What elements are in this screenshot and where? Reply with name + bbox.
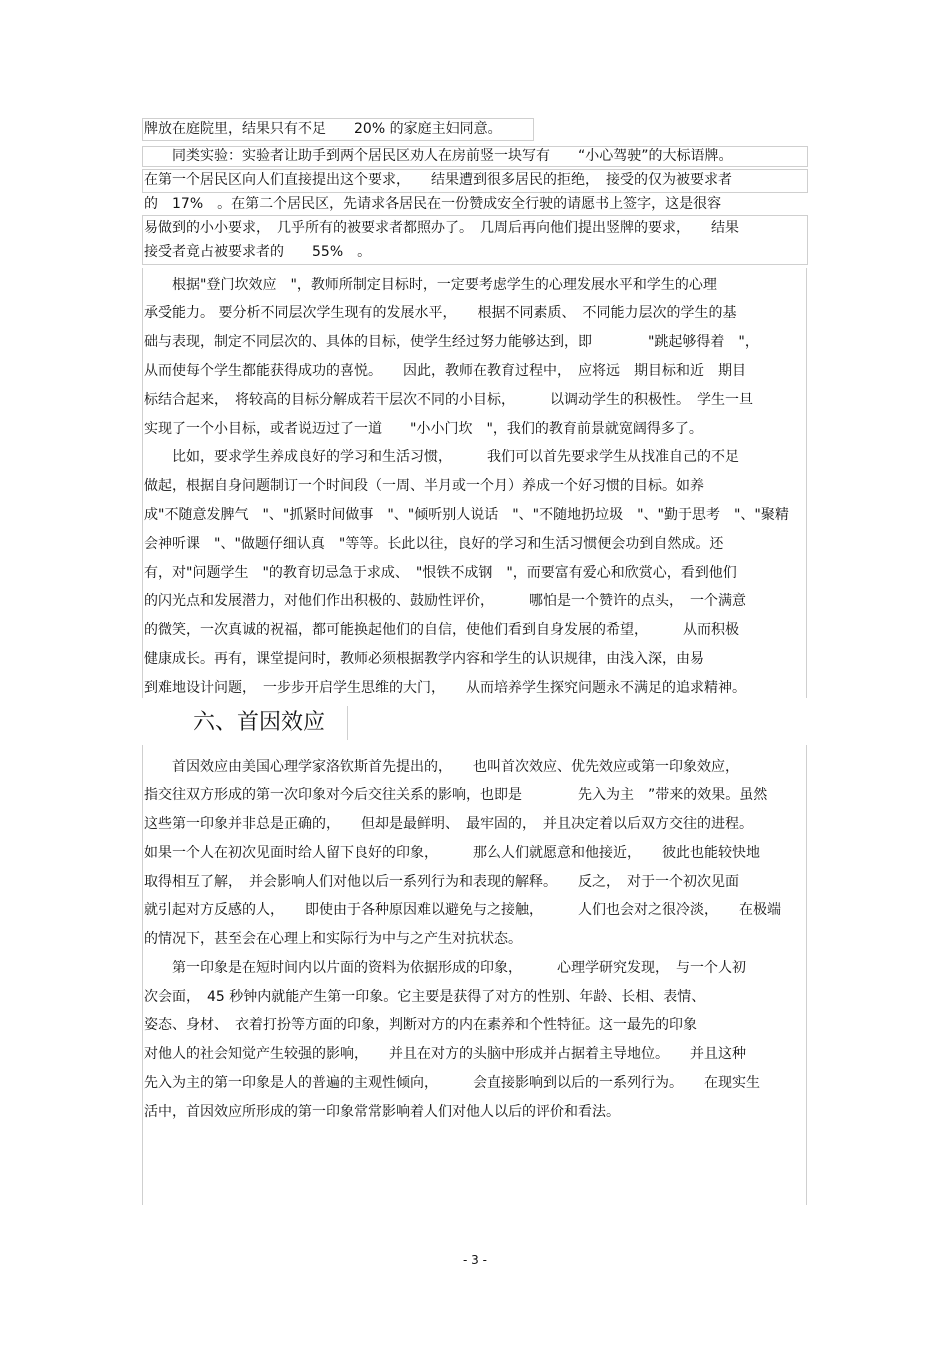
block1-line-3: 在第一个居民区向人们直接提出这个要求， 结果遭到很多居民的拒绝， 接受的仅为被要求者 bbox=[144, 172, 732, 188]
block3-line-5: 取得相互了解， 并会影响人们对他以后一系列行为和表现的解释。 反之， 对于一个初次见面 bbox=[144, 874, 739, 890]
block3-line-4: 如果一个人在初次见面时给人留下良好的印象， 那么人们就愿意和他接近， 彼此也能较快地 bbox=[144, 845, 760, 861]
block3-line-6: 就引起对方反感的人， 即使由于各种原因难以避免与之接触， 人们也会对之很冷淡， 在极端 bbox=[144, 902, 781, 918]
block2-line-9: 成"不随意发脾气 "、"抓紧时间做事 "、"倾听别人说话 "、"不随地扔垃圾 "、"勤于思考 "、"聚精 bbox=[144, 507, 789, 523]
page-number: - 3 - bbox=[463, 1253, 487, 1267]
block3-line-3: 这些第一印象并非总是正确的， 但却是最鲜明、 最牢固的， 并且决定着以后双方交往的进程。 bbox=[144, 816, 753, 832]
block1-line-6: 接受者竟占被要求者的 55% 。 bbox=[144, 244, 372, 260]
block2-line-2: 承受能力。 要分析不同层次学生现有的发展水平， 根据不同素质、 不同能力层次的学生的基 bbox=[144, 305, 737, 321]
block1-line-2: 同类实验：实验者让助手到两个居民区劝人在房前竖一块写有 “小心驾驶”的大标语牌。 bbox=[144, 148, 733, 164]
section-heading: 六、首因效应 bbox=[193, 710, 326, 735]
block2-line-12: 的闪光点和发展潜力，对他们作出积极的、鼓励性评价， 哪怕是一个赞许的点头， 一个满意 bbox=[144, 593, 746, 609]
block2-line-5: 标结合起来， 将较高的目标分解成若干层次不同的小目标， 以调动学生的积极性。 学生一旦 bbox=[144, 392, 753, 408]
block2-line-13: 的微笑，一次真诚的祝福，都可能换起他们的自信，使他们看到自身发展的希望， 从而积极 bbox=[144, 622, 739, 638]
block2-line-4: 从而使每个学生都能获得成功的喜悦。 因此，教师在教育过程中， 应将远 期目标和近 期目 bbox=[144, 363, 746, 379]
block3-line-8: 第一印象是在短时间内以片面的资料为依据形成的印象， 心理学研究发现， 与一个人初 bbox=[144, 960, 746, 976]
block3-line-11: 对他人的社会知觉产生较强的影响， 并且在对方的头脑中形成并占据着主导地位。 并且这种 bbox=[144, 1046, 746, 1062]
block3-right-rule bbox=[806, 745, 807, 1205]
block3-line-10: 姿态、身材、 衣着打扮等方面的印象，判断对方的内在素养和个性特征。这一最先的印象 bbox=[144, 1017, 697, 1033]
block1-line-4: 的 17% 。在第二个居民区，先请求各居民在一份赞成安全行驶的请愿书上签字，这是很容 bbox=[144, 196, 722, 212]
block2-left-rule bbox=[142, 268, 143, 698]
block1-line-5: 易做到的小小要求， 几乎所有的被要求者都照办了。 几周后再向他们提出竖牌的要求， 结果 bbox=[144, 220, 739, 236]
block2-right-rule bbox=[806, 268, 807, 698]
block1-line-1: 牌放在庭院里，结果只有不足 20% 的家庭主妇同意。 bbox=[144, 121, 502, 137]
block2-line-8: 做起，根据自身问题制订一个时间段（一周、半月或一个月）养成一个好习惯的目标。如养 bbox=[144, 478, 704, 494]
block2-line-15: 到难地设计问题， 一步步开启学生思维的大门， 从而培养学生探究问题永不满足的追求精神。 bbox=[144, 680, 746, 696]
block2-line-3: 础与表现，制定不同层次的、具体的目标，使学生经过努力能够达到，即 "跳起够得着 "， bbox=[144, 334, 759, 350]
block3-line-12: 先入为主的第一印象是人的普遍的主观性倾向， 会直接影响到以后的一系列行为。 在现实生 bbox=[144, 1075, 760, 1091]
block3-line-9: 次会面， 45 秒钟内就能产生第一印象。它主要是获得了对方的性别、年龄、长相、表情、 bbox=[144, 989, 706, 1005]
block2-line-14: 健康成长。再有，课堂提问时，教师必须根据教学内容和学生的认识规律，由浅入深，由易 bbox=[144, 651, 704, 667]
block2-line-10: 会神听课 "、"做题仔细认真 "等等。长此以往，良好的学习和生活习惯便会功到自然成。还 bbox=[144, 536, 724, 552]
block3-line-1: 首因效应由美国心理学家洛钦斯首先提出的， 也叫首次效应、优先效应或第一印象效应， bbox=[144, 759, 739, 775]
heading-rule bbox=[347, 706, 348, 740]
block3-line-13: 活中，首因效应所形成的第一印象常常影响着人们对他人以后的评价和看法。 bbox=[144, 1104, 620, 1120]
block3-line-2: 指交往双方形成的第一次印象对今后交往关系的影响，也即是 先入为主 ”带来的效果。虽然 bbox=[144, 787, 768, 803]
block2-line-6: 实现了一个小目标，或者说迈过了一道 "小小门坎 "，我们的教育前景就宽阔得多了。 bbox=[144, 421, 703, 437]
block2-line-1: 根据"登门坎效应 "，教师所制定目标时，一定要考虑学生的心理发展水平和学生的心理 bbox=[144, 277, 717, 293]
block3-line-7: 的情况下，甚至会在心理上和实际行为中与之产生对抗状态。 bbox=[144, 931, 522, 947]
block2-line-7: 比如，要求学生养成良好的学习和生活习惯， 我们可以首先要求学生从找准自己的不足 bbox=[144, 449, 739, 465]
block3-left-rule bbox=[142, 745, 143, 1205]
block2-line-11: 有，对"问题学生 "的教育切忌急于求成、 "恨铁不成钢 "，而要富有爱心和欣赏心，看到他们 bbox=[144, 565, 737, 581]
